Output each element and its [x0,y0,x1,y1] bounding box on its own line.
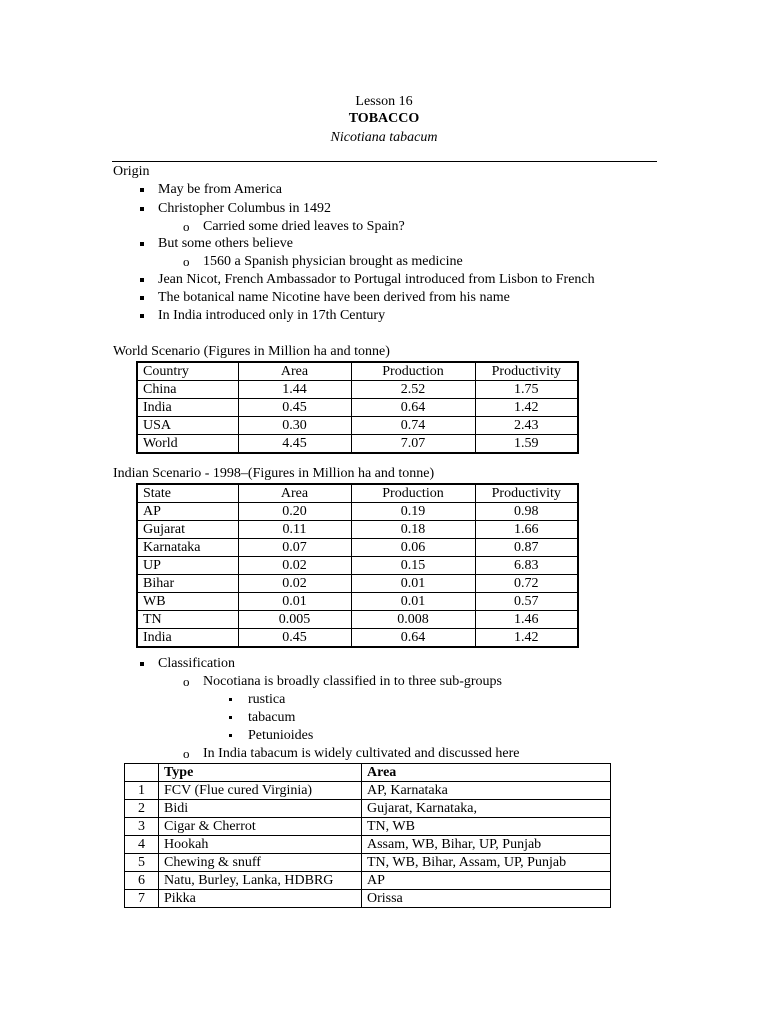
classification-subitem: Nocotiana is broadly classified in to three sub-groups [203,674,502,689]
bullet-square [229,698,232,701]
origin-item: May be from America [158,182,283,197]
table-row [137,539,578,557]
table-cell: 6 [125,872,159,890]
table-cell: China [137,381,238,399]
table-cell: 0.01 [351,593,475,611]
table-cell: Karnataka [137,539,238,557]
table-cell: Orissa [362,890,611,908]
column-header: Productivity [475,362,578,381]
classification-label: Classification [158,656,235,671]
table-cell: 0.11 [238,521,351,539]
table-cell: 1.42 [475,399,578,417]
table-cell: 4 [125,836,159,854]
column-header: Area [238,484,351,503]
table-cell: Pikka [159,890,362,908]
table-cell: 0.19 [351,503,475,521]
table-cell: 0.01 [351,575,475,593]
origin-item: But some others believe [158,236,293,251]
table-cell: 0.64 [351,399,475,417]
table-cell: 1.44 [238,381,351,399]
table-cell: Hookah [159,836,362,854]
bullet-square [140,662,144,666]
table-header-row [137,484,578,503]
table-cell: Gujarat, Karnataka, [362,800,611,818]
column-header: Productivity [475,484,578,503]
table-header-row [137,362,578,381]
table-cell: AP [362,872,611,890]
bullet-square [140,278,144,282]
column-header: Country [137,362,238,381]
bullet-square [140,242,144,246]
bullet-square [229,716,232,719]
table-cell: 4.45 [238,435,351,454]
table-cell: World [137,435,238,454]
bullet-circle: o [183,254,190,269]
table-cell: 5 [125,854,159,872]
table-cell: 3 [125,818,159,836]
column-header: Production [351,362,475,381]
table-cell: 2.52 [351,381,475,399]
table-cell: 0.57 [475,593,578,611]
table-cell: 2 [125,800,159,818]
table-cell: 0.20 [238,503,351,521]
bullet-square [140,296,144,300]
table-cell: TN, WB, Bihar, Assam, UP, Punjab [362,854,611,872]
classification-subitem: In India tabacum is widely cultivated and discussed here [203,746,520,761]
table-header-row [125,764,611,782]
types-table [124,763,611,908]
table-cell: AP [137,503,238,521]
subgroup-item: tabacum [248,710,296,725]
table-cell: WB [137,593,238,611]
column-header: Production [351,484,475,503]
bullet-circle: o [183,746,190,761]
scientific-name: Nicotiana tabacum [330,130,438,145]
table-row [137,381,578,399]
column-header: Type [159,764,362,782]
bullet-square [140,188,144,192]
table-cell: 7.07 [351,435,475,454]
bullet-square [140,207,144,211]
table-cell: 1.46 [475,611,578,629]
origin-heading: Origin [113,164,150,179]
indian-table [136,483,579,648]
table-row [125,872,611,890]
table-row [137,575,578,593]
table-cell: 7 [125,890,159,908]
origin-item: Christopher Columbus in 1492 [158,201,332,216]
table-cell: Assam, WB, Bihar, UP, Punjab [362,836,611,854]
table-cell: 1.59 [475,435,578,454]
world-table [136,361,579,454]
table-cell: 0.02 [238,575,351,593]
bullet-square [229,734,232,737]
table-cell: Chewing & snuff [159,854,362,872]
table-cell: 0.07 [238,539,351,557]
table-cell: 0.15 [351,557,475,575]
world-table-caption: World Scenario (Figures in Million ha and tonne) [113,344,390,359]
lesson-number: Lesson 16 [355,94,413,109]
page-title: TOBACCO [348,111,420,126]
table-row [125,800,611,818]
table-row [137,593,578,611]
origin-subitem: Carried some dried leaves to Spain? [203,219,405,234]
bullet-circle: o [183,219,190,234]
table-cell: 6.83 [475,557,578,575]
table-cell: AP, Karnataka [362,782,611,800]
column-header: Area [238,362,351,381]
table-cell: India [137,629,238,648]
table-cell: TN [137,611,238,629]
table-cell: Cigar & Cherrot [159,818,362,836]
header-divider [112,161,657,162]
bullet-circle: o [183,674,190,689]
table-row [137,417,578,435]
origin-subitem: 1560 a Spanish physician brought as medicine [203,254,463,269]
table-row [125,854,611,872]
table-cell: USA [137,417,238,435]
table-cell: 0.005 [238,611,351,629]
table-cell: 2.43 [475,417,578,435]
table-cell: UP [137,557,238,575]
table-cell: FCV (Flue cured Virginia) [159,782,362,800]
table-cell: 1.75 [475,381,578,399]
table-cell: 0.98 [475,503,578,521]
table-cell: 0.87 [475,539,578,557]
table-cell: 0.18 [351,521,475,539]
table-cell: 0.45 [238,629,351,648]
table-row [125,890,611,908]
table-cell: 0.30 [238,417,351,435]
table-row [137,521,578,539]
table-cell: Bihar [137,575,238,593]
origin-item: Jean Nicot, French Ambassador to Portugal introduced from Lisbon to French [158,272,595,287]
table-cell: 0.72 [475,575,578,593]
table-cell: 0.45 [238,399,351,417]
table-row [137,629,578,648]
table-row [137,611,578,629]
origin-item: In India introduced only in 17th Century [158,308,386,323]
table-cell: 0.008 [351,611,475,629]
table-cell: 0.01 [238,593,351,611]
table-cell: Bidi [159,800,362,818]
table-row [137,399,578,417]
table-row [125,836,611,854]
table-cell: 1.66 [475,521,578,539]
table-row [137,557,578,575]
column-header [125,764,159,782]
table-cell: 1 [125,782,159,800]
table-cell: 0.64 [351,629,475,648]
table-row [137,435,578,454]
table-cell: 0.06 [351,539,475,557]
table-row [137,503,578,521]
table-cell: Natu, Burley, Lanka, HDBRG [159,872,362,890]
bullet-square [140,314,144,318]
table-row [125,782,611,800]
column-header: State [137,484,238,503]
table-row [125,818,611,836]
table-cell: Gujarat [137,521,238,539]
table-cell: 1.42 [475,629,578,648]
table-cell: India [137,399,238,417]
table-cell: TN, WB [362,818,611,836]
column-header: Area [362,764,611,782]
table-cell: 0.74 [351,417,475,435]
origin-item: The botanical name Nicotine have been derived from his name [158,290,510,305]
indian-table-caption: Indian Scenario - 1998–(Figures in Million ha and tonne) [113,466,435,481]
table-cell: 0.02 [238,557,351,575]
subgroup-item: rustica [248,692,286,707]
subgroup-item: Petunioides [248,728,314,743]
